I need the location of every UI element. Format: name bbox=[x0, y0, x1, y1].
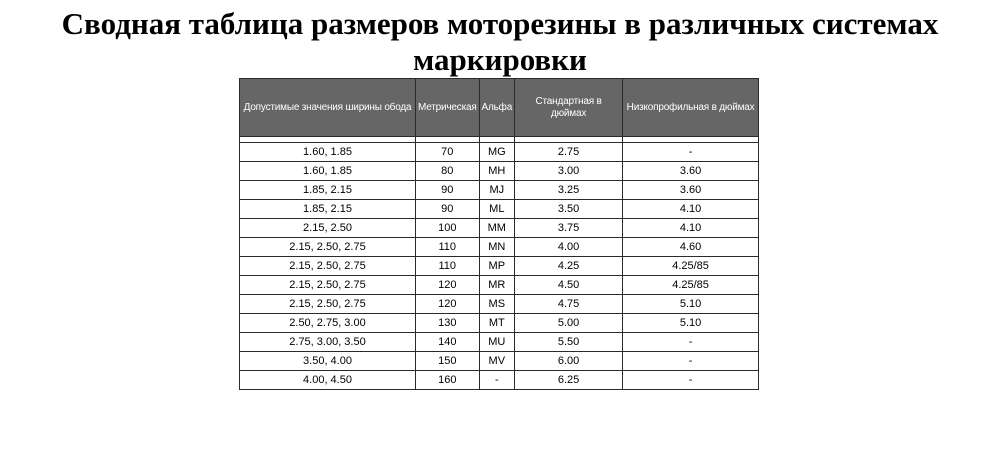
cell-standard-inch: 4.25 bbox=[515, 257, 623, 276]
table-row bbox=[240, 371, 759, 390]
cell-alpha: MP bbox=[479, 257, 515, 276]
cell-rim-width: 2.75, 3.00, 3.50 bbox=[240, 333, 416, 352]
table-row bbox=[240, 238, 759, 257]
cell-standard-inch: 3.50 bbox=[515, 200, 623, 219]
cell-metric: 90 bbox=[416, 200, 480, 219]
cell-metric: 120 bbox=[416, 295, 480, 314]
cell-alpha: MM bbox=[479, 219, 515, 238]
header-standard-inch: Стандартная в дюймах bbox=[515, 79, 623, 137]
table-body bbox=[240, 137, 759, 390]
cell-alpha: MT bbox=[479, 314, 515, 333]
cell-metric: 150 bbox=[416, 352, 480, 371]
table-header-row bbox=[240, 79, 759, 137]
cell-low-profile-inch: 4.10 bbox=[623, 219, 759, 238]
cell-rim-width: 1.60, 1.85 bbox=[240, 143, 416, 162]
cell-alpha: MV bbox=[479, 352, 515, 371]
cell-metric: 110 bbox=[416, 238, 480, 257]
cell-metric: 140 bbox=[416, 333, 480, 352]
cell-alpha: MG bbox=[479, 143, 515, 162]
cell-metric: 130 bbox=[416, 314, 480, 333]
cell-low-profile-inch: 4.25/85 bbox=[623, 276, 759, 295]
cell-standard-inch: 6.00 bbox=[515, 352, 623, 371]
cell-low-profile-inch: 4.60 bbox=[623, 238, 759, 257]
cell-standard-inch: 3.00 bbox=[515, 162, 623, 181]
header-metric: Метрическая bbox=[416, 79, 480, 137]
table-row bbox=[240, 219, 759, 238]
cell-metric: 90 bbox=[416, 181, 480, 200]
cell-low-profile-inch: 4.25/85 bbox=[623, 257, 759, 276]
cell-rim-width: 2.15, 2.50, 2.75 bbox=[240, 257, 416, 276]
cell-standard-inch: 4.00 bbox=[515, 238, 623, 257]
table-row bbox=[240, 352, 759, 371]
cell-standard-inch: 4.50 bbox=[515, 276, 623, 295]
cell-metric: 80 bbox=[416, 162, 480, 181]
cell-rim-width: 4.00, 4.50 bbox=[240, 371, 416, 390]
cell-alpha: ML bbox=[479, 200, 515, 219]
cell-metric: 120 bbox=[416, 276, 480, 295]
cell-standard-inch: 6.25 bbox=[515, 371, 623, 390]
cell-low-profile-inch: - bbox=[623, 352, 759, 371]
table-row bbox=[240, 295, 759, 314]
cell-alpha: MS bbox=[479, 295, 515, 314]
cell-low-profile-inch: - bbox=[623, 143, 759, 162]
cell-standard-inch: 5.00 bbox=[515, 314, 623, 333]
cell-metric: 70 bbox=[416, 143, 480, 162]
header-alpha: Альфа bbox=[479, 79, 515, 137]
cell-low-profile-inch: 3.60 bbox=[623, 162, 759, 181]
cell-alpha: MU bbox=[479, 333, 515, 352]
table-row bbox=[240, 143, 759, 162]
header-rim-width: Допустимые значения ширины обода bbox=[240, 79, 416, 137]
table-row bbox=[240, 257, 759, 276]
cell-alpha: MN bbox=[479, 238, 515, 257]
cell-rim-width: 1.85, 2.15 bbox=[240, 200, 416, 219]
cell-rim-width: 2.15, 2.50, 2.75 bbox=[240, 295, 416, 314]
cell-rim-width: 2.50, 2.75, 3.00 bbox=[240, 314, 416, 333]
cell-rim-width: 1.85, 2.15 bbox=[240, 181, 416, 200]
cell-metric: 110 bbox=[416, 257, 480, 276]
table-row bbox=[240, 276, 759, 295]
cell-low-profile-inch: - bbox=[623, 371, 759, 390]
cell-low-profile-inch: 5.10 bbox=[623, 314, 759, 333]
cell-low-profile-inch: - bbox=[623, 333, 759, 352]
cell-metric: 100 bbox=[416, 219, 480, 238]
table-row bbox=[240, 314, 759, 333]
table-row bbox=[240, 333, 759, 352]
tire-size-table bbox=[239, 78, 759, 390]
cell-low-profile-inch: 5.10 bbox=[623, 295, 759, 314]
table-row bbox=[240, 181, 759, 200]
cell-rim-width: 2.15, 2.50, 2.75 bbox=[240, 238, 416, 257]
table-row bbox=[240, 200, 759, 219]
cell-standard-inch: 4.75 bbox=[515, 295, 623, 314]
cell-alpha: MR bbox=[479, 276, 515, 295]
cell-alpha: MJ bbox=[479, 181, 515, 200]
cell-rim-width: 3.50, 4.00 bbox=[240, 352, 416, 371]
cell-standard-inch: 2.75 bbox=[515, 143, 623, 162]
cell-rim-width: 2.15, 2.50 bbox=[240, 219, 416, 238]
cell-low-profile-inch: 3.60 bbox=[623, 181, 759, 200]
cell-alpha: MH bbox=[479, 162, 515, 181]
page-title: Сводная таблица размеров моторезины в различных системах маркировки bbox=[61, 6, 939, 77]
cell-alpha: - bbox=[479, 371, 515, 390]
cell-standard-inch: 5.50 bbox=[515, 333, 623, 352]
cell-standard-inch: 3.75 bbox=[515, 219, 623, 238]
table-row bbox=[240, 162, 759, 181]
cell-standard-inch: 3.25 bbox=[515, 181, 623, 200]
cell-low-profile-inch: 4.10 bbox=[623, 200, 759, 219]
cell-metric: 160 bbox=[416, 371, 480, 390]
header-low-profile-inch: Низкопрофильная в дюймах bbox=[623, 79, 759, 137]
cell-rim-width: 1.60, 1.85 bbox=[240, 162, 416, 181]
cell-rim-width: 2.15, 2.50, 2.75 bbox=[240, 276, 416, 295]
